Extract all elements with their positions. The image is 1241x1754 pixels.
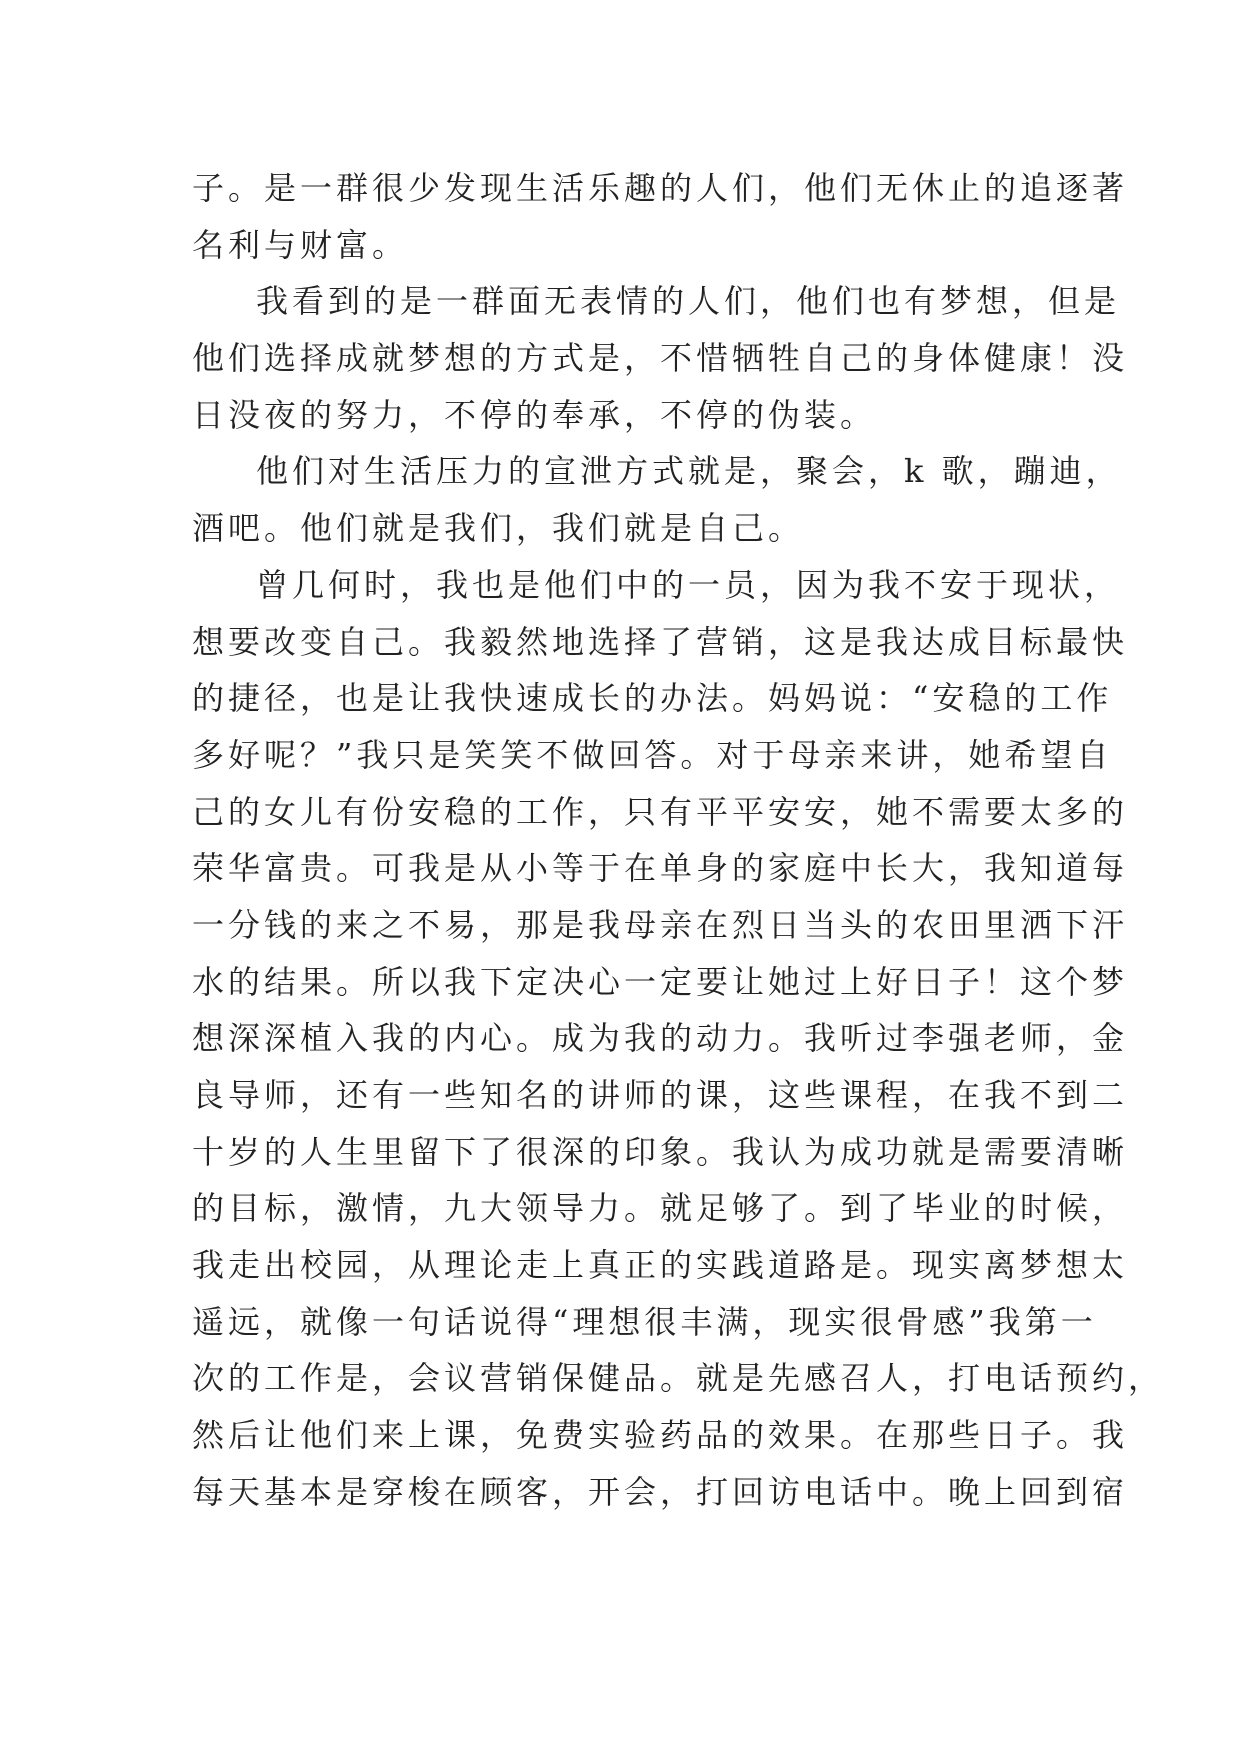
text-line: 想要改变自己。我毅然地选择了营销，这是我达成目标最快 xyxy=(192,622,1129,661)
text-line: 我看到的是一群面无表情的人们，他们也有梦想，但是 xyxy=(256,282,1121,321)
text-line: 良导师，还有一些知名的讲师的课，这些课程，在我不到二 xyxy=(192,1076,1129,1114)
text-line: 遥远，就像一句话说得“理想很丰满，现实很骨感”我第一 xyxy=(192,1302,1097,1341)
text-line: 次的工作是，会议营销保健品。就是先感召人，打电话预约， xyxy=(192,1359,1165,1398)
text-line: 他们选择成就梦想的方式是，不惜牺牲自己的身体健康！没 xyxy=(192,339,1129,378)
text-line: 多好呢？”我只是笑笑不做回答。对于母亲来讲，她希望自 xyxy=(192,735,1113,774)
text-line: 己的女儿有份安稳的工作，只有平平安安，她不需要太多的 xyxy=(192,792,1129,831)
text-line: 每天基本是穿梭在顾客，开会，打回访电话中。晚上回到宿 xyxy=(192,1472,1129,1511)
text-line: 想深深植入我的内心。成为我的动力。我听过李强老师，金 xyxy=(192,1019,1129,1058)
text-line: 子。是一群很少发现生活乐趣的人们，他们无休止的追逐著 xyxy=(192,169,1129,207)
text-line: 的捷径，也是让我快速成长的办法。妈妈说：“安稳的工作 xyxy=(192,679,1113,718)
text-line: 名利与财富。 xyxy=(192,225,409,264)
text-line: 水的结果。所以我下定决心一定要让她过上好日子！这个梦 xyxy=(192,962,1129,1001)
text-line: 的目标，激情，九大领导力。就足够了。到了毕业的时候， xyxy=(192,1189,1129,1228)
text-line: 然后让他们来上课，免费实验药品的效果。在那些日子。我 xyxy=(192,1416,1129,1455)
text-line: 荣华富贵。可我是从小等于在单身的家庭中长大，我知道每 xyxy=(192,849,1129,888)
text-line: 十岁的人生里留下了很深的印象。我认为成功就是需要清晰 xyxy=(192,1132,1129,1171)
text-line: 日没夜的努力，不停的奉承，不停的伪装。 xyxy=(192,395,877,434)
text-line: 我走出校园，从理论走上真正的实践道路是。现实离梦想太 xyxy=(192,1246,1129,1285)
text-line: 他们对生活压力的宣泄方式就是，聚会，k 歌，蹦迪， xyxy=(256,452,1122,491)
body-text xyxy=(192,160,1165,1521)
text-line: 一分钱的来之不易，那是我母亲在烈日当头的农田里洒下汗 xyxy=(192,905,1129,944)
text-line: 曾几何时，我也是他们中的一员，因为我不安于现状， xyxy=(256,565,1121,604)
text-line: 酒吧。他们就是我们，我们就是自己。 xyxy=(192,509,805,548)
